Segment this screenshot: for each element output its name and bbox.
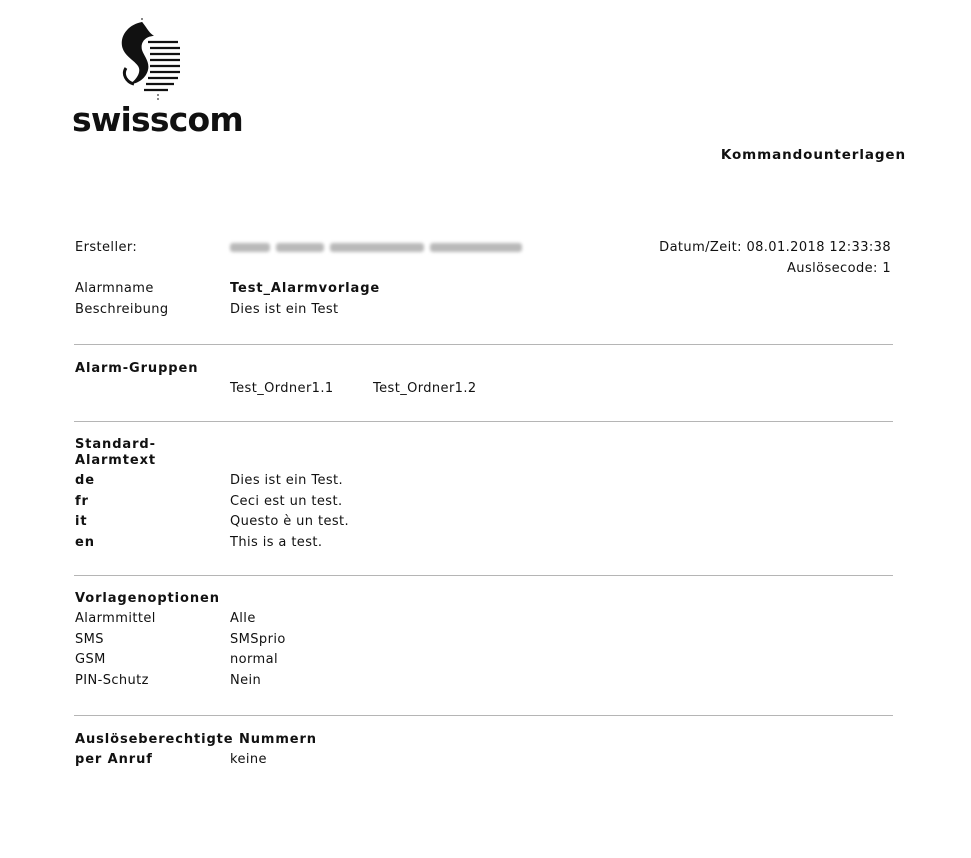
numbers-value: keine [230,752,267,767]
option-label: GSM [75,652,106,667]
redacted-creator-name [230,240,522,254]
standard-text-heading-line1: Standard- [75,437,156,452]
alarm-group-item: Test_Ordner1.1 [230,381,334,396]
numbers-label: per Anruf [75,752,153,767]
divider [74,421,893,422]
option-value: normal [230,652,278,667]
divider [74,575,893,576]
divider [74,344,893,345]
alarm-name-value: Test_Alarmvorlage [230,281,381,296]
language-code: de [75,473,95,488]
datetime-text: Datum/Zeit: 08.01.2018 12:33:38 [659,240,891,255]
standard-text-heading-line2: Alarmtext [75,453,156,468]
option-value: Alle [230,611,256,626]
alarm-text-value: Ceci est un test. [230,494,343,509]
description-label: Beschreibung [75,302,169,317]
alarm-groups-heading: Alarm-Gruppen [75,361,199,376]
option-value: Nein [230,673,262,688]
option-label: SMS [75,632,104,647]
swisscom-wordmark: swisscom [72,100,243,139]
alarm-name-label: Alarmname [75,281,154,296]
options-heading: Vorlagenoptionen [75,591,220,606]
alarm-text-value: This is a test. [230,535,323,550]
language-code: fr [75,494,89,509]
divider [74,715,893,716]
alarm-text-value: Questo è un test. [230,514,350,529]
trigger-code-text: Auslösecode: 1 [787,261,891,276]
option-label: PIN-Schutz [75,673,149,688]
alarm-group-item: Test_Ordner1.2 [373,381,477,396]
description-value: Dies ist ein Test [230,302,339,317]
language-code: it [75,514,88,529]
document-title: Kommandounterlagen [720,147,906,163]
alarm-text-value: Dies ist ein Test. [230,473,344,488]
option-label: Alarmmittel [75,611,156,626]
swisscom-logo-icon [112,18,182,104]
creator-label: Ersteller: [75,240,138,255]
option-value: SMSprio [230,632,286,647]
language-code: en [75,535,95,550]
numbers-heading: Auslöseberechtigte Nummern [75,732,317,747]
